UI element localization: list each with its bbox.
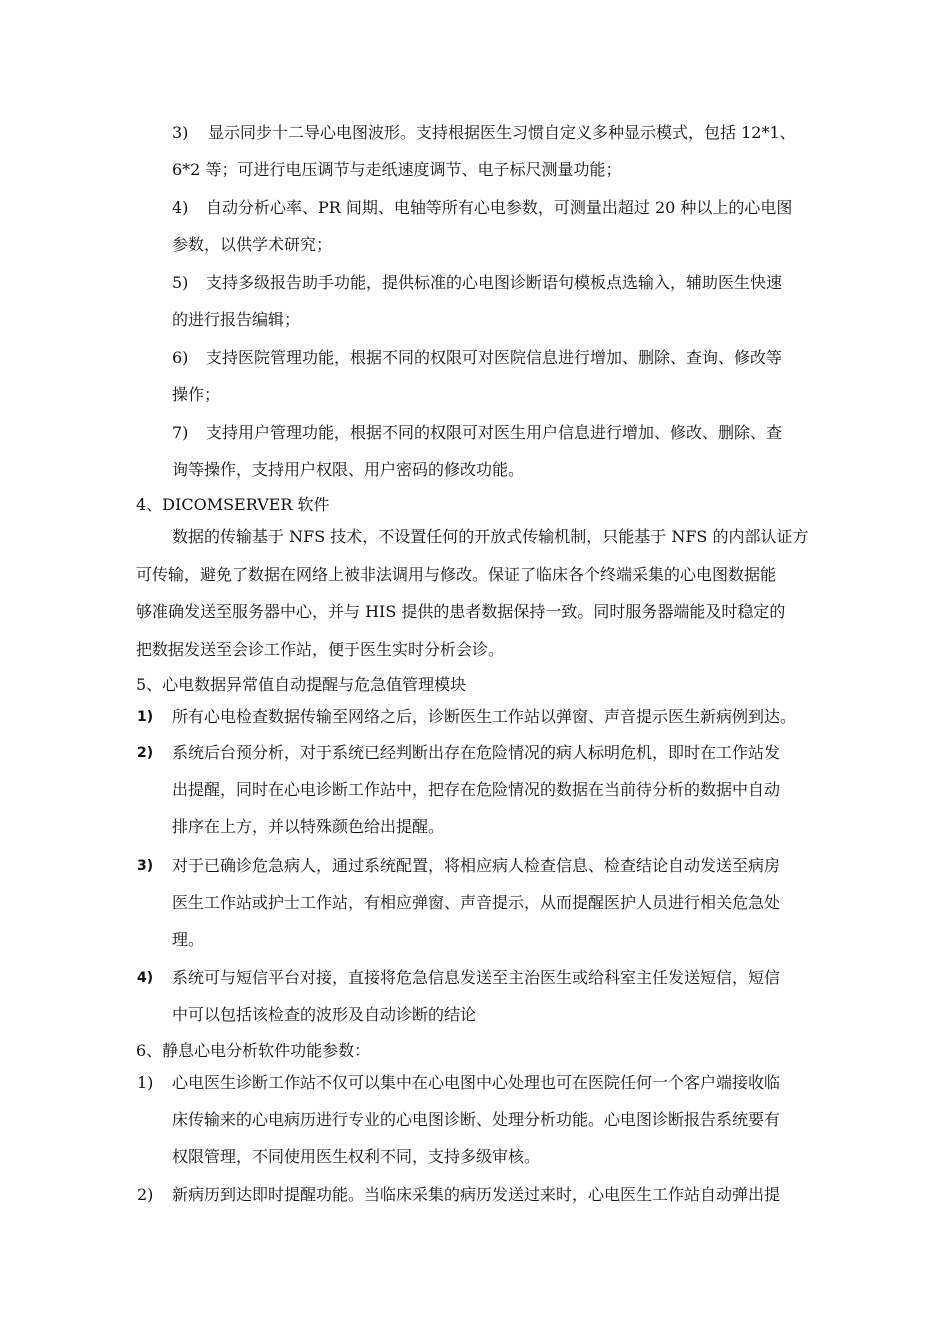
list-item-number: 2) <box>137 1185 154 1204</box>
list-item-text: 医生工作站或护士工作站，有相应弹窗、声音提示，从而提醒医护人员进行相关危急处 <box>172 893 781 912</box>
list-item-number: 4) <box>172 198 189 217</box>
paragraph-line: 够准确发送至服务器中心，并与 HIS 提供的患者数据保持一致。同时服务器端能及时稳定的 <box>136 602 786 621</box>
list-item-text: 对于已确诊危急病人，通过系统配置，将相应病人检查信息、检查结论自动发送至病房 <box>172 856 781 875</box>
list-item-text: 理。 <box>172 930 205 949</box>
paragraph-line: 可传输，避免了数据在网络上被非法调用与修改。保证了临床各个终端采集的心电图数据能 <box>136 565 777 584</box>
list-item-text: 询等操作，支持用户权限、用户密码的修改功能。 <box>172 460 525 479</box>
list-item-number: 6) <box>172 348 189 367</box>
list-item-text: 所有心电检查数据传输至网络之后，诊断医生工作站以弹窗、声音提示医生新病例到达。 <box>172 707 797 726</box>
list-item-text: 支持用户管理功能，根据不同的权限可对医生用户信息进行增加、修改、删除、查 <box>206 423 783 442</box>
list-item-text: 的进行报告编辑； <box>172 310 301 329</box>
list-item-text: 操作； <box>172 385 221 404</box>
list-item-number: 1) <box>137 709 154 725</box>
list-item-text: 出提醒，同时在心电诊断工作站中，把存在危险情况的数据在当前待分析的数据中自动 <box>172 780 781 799</box>
section-heading: 6、静息心电分析软件功能参数： <box>136 1041 371 1060</box>
list-item-text: 心电医生诊断工作站不仅可以集中在心电图中心处理也可在医院任何一个客户端接收临 <box>172 1073 781 1092</box>
list-item-text: 参数，以供学术研究； <box>172 235 333 254</box>
list-item-text: 显示同步十二导心电图波形。支持根据医生习惯自定义多种显示模式，包括 12*1、 <box>208 123 796 142</box>
list-item-text: 自动分析心率、PR 间期、电轴等所有心电参数，可测量出超过 20 种以上的心电图 <box>206 198 793 217</box>
section-heading: 4、DICOMSERVER 软件 <box>136 495 330 514</box>
list-item-text: 系统后台预分析，对于系统已经判断出存在危险情况的病人标明危机，即时在工作站发 <box>172 743 781 762</box>
list-item-number: 3) <box>172 123 189 142</box>
list-item-number: 4) <box>137 970 154 986</box>
list-item-text: 中可以包括该检查的波形及自动诊断的结论 <box>172 1005 477 1024</box>
paragraph-line: 数据的传输基于 NFS 技术，不设置任何的开放式传输机制，只能基于 NFS 的内部认证方 <box>172 527 809 546</box>
list-item-number: 3) <box>137 858 154 874</box>
list-item-number: 7) <box>172 423 189 442</box>
paragraph-line: 把数据发送至会诊工作站，便于医生实时分析会诊。 <box>136 640 505 659</box>
list-item-text: 新病历到达即时提醒功能。当临床采集的病历发送过来时，心电医生工作站自动弹出提 <box>172 1185 781 1204</box>
list-item-text: 权限管理，不同使用医生权利不同，支持多级审核。 <box>172 1147 541 1166</box>
list-item-number: 5) <box>172 273 189 292</box>
list-item-text: 支持多级报告助手功能，提供标准的心电图诊断语句模板点选输入，辅助医生快速 <box>206 273 783 292</box>
section-heading: 5、心电数据异常值自动提醒与危急值管理模块 <box>136 675 467 694</box>
list-item-text: 6*2 等；可进行电压调节与走纸速度调节、电子标尺测量功能； <box>172 160 622 179</box>
list-item-text: 支持医院管理功能，根据不同的权限可对医院信息进行增加、删除、查询、修改等 <box>206 348 783 367</box>
list-item-number: 2) <box>137 745 154 761</box>
list-item-text: 系统可与短信平台对接，直接将危急信息发送至主治医生或给科室主任发送短信，短信 <box>172 968 781 987</box>
list-item-number: 1) <box>137 1073 154 1092</box>
list-item-text: 排序在上方，并以特殊颜色给出提醒。 <box>172 817 445 836</box>
list-item-text: 床传输来的心电病历进行专业的心电图诊断、处理分析功能。心电图诊断报告系统要有 <box>172 1110 781 1129</box>
